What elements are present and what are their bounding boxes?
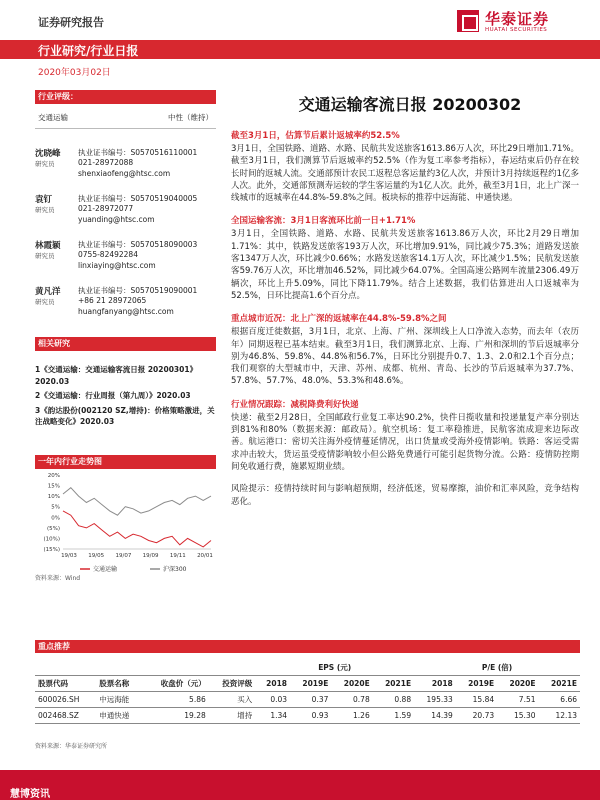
x-tick-label: 19/07: [115, 553, 132, 559]
column-header: 投资评级: [209, 676, 256, 692]
column-header: 2021E: [373, 676, 414, 692]
table-cell: 买入: [209, 692, 256, 708]
series-line-交通运输: [63, 511, 211, 547]
analyst-role: 研究员: [35, 298, 55, 306]
series-line-沪深300: [63, 488, 211, 516]
analyst-phone: 021-28972088: [78, 158, 134, 167]
analyst-phone: 0755-82492284: [78, 250, 138, 259]
chart-heading: 一年内行业走势图: [35, 455, 216, 469]
column-header: 2021E: [539, 676, 581, 692]
rating-heading: 行业评级：: [35, 90, 216, 104]
y-tick-label: (10%): [43, 536, 60, 543]
analyst-role: 研究员: [35, 252, 55, 260]
related-item[interactable]: 2《交通运输：行业周报（第九周）》2020.03: [35, 391, 191, 400]
analyst-email[interactable]: shenxiaofeng@htsc.com: [78, 169, 171, 178]
analyst-cert: 执业证书编号：S0570519090001: [78, 286, 198, 295]
table-cell: 15.84: [456, 692, 497, 708]
table-cell: 0.88: [373, 692, 414, 708]
footer-brand: 慧博资讯: [10, 789, 50, 800]
analyst-email[interactable]: yuanding@htsc.com: [78, 215, 155, 224]
risk-warning: 风险提示：疫情持续时间与影响超预期，经济低迷，贸易摩擦，油价和汇率风险，竞争结构恶化。: [231, 484, 579, 507]
analyst-name: 黄凡洋: [35, 287, 61, 297]
pe-header: P/E (倍): [481, 663, 513, 672]
table-source: 资料来源：华泰证券研究所: [35, 743, 108, 750]
y-tick-label: (5%): [46, 525, 60, 532]
industry-name: 交通运输: [38, 113, 68, 122]
table-cell: 15.30: [497, 708, 538, 724]
column-header: 2020E: [497, 676, 538, 692]
analyst-name: 沈晓峰: [35, 149, 61, 159]
analyst-name: 林霞颖: [35, 241, 61, 251]
column-header: 股票名称: [96, 676, 143, 692]
section-body: 3月1日，全国铁路、道路、水路、民航共发送旅客1613.86万人次，环比2月29日增加1.71%：其中，铁路发送旅客193万人次，环比增加9.91%，同比减少75.3%；道路发送旅客1347万人次，环比减少0.66%；水路发送旅客14.1万人次，环比减少1.5%；民航发送旅客59.76万人次，环比增加46.52%，同比减少64.07%。全国高速公路网车流量2306.49万辆次，环比上升5.09%，同比下降11.79%。结合上述数据，我们估算进出人口返城率为52.5%，日环比提高1.6个百分点。: [231, 229, 579, 301]
related-research: [35, 337, 216, 428]
y-tick-label: (15%): [43, 547, 60, 553]
analyst-card: [35, 193, 216, 239]
industry-rating: 中性（维持）: [168, 113, 213, 122]
related-item[interactable]: 3《韵达股份(002120 SZ,增持)：价格策略激进，关注战略变化》2020.03: [35, 405, 215, 426]
table-cell: 申通快递: [96, 708, 143, 724]
analyst-card: [35, 239, 216, 285]
company-logo: [457, 8, 575, 36]
report-type: 行业研究/行业日报: [38, 44, 139, 58]
legend-label: 沪深300: [163, 566, 187, 573]
table-cell: 中远海能: [96, 692, 143, 708]
y-tick-label: 10%: [47, 494, 60, 501]
column-header: 2018: [255, 676, 290, 692]
footer-bar: [0, 770, 600, 800]
sidebar: [35, 90, 216, 428]
report-type-band: [0, 40, 600, 59]
analyst-card: [35, 147, 216, 193]
x-tick-label: 19/09: [142, 553, 159, 559]
column-header: 2019E: [290, 676, 331, 692]
table-cell: 0.93: [290, 708, 331, 724]
table-cell: 5.86: [143, 692, 209, 708]
table-cell: 0.78: [331, 692, 372, 708]
table-row: [35, 692, 580, 708]
section-body: 根据百度迁徙数据，3月1日，北京、上海、广州、深圳线上人口净流入态势，而去年（农历年）同期返程已基本结束。截至3月1日，我们测算北京、上海、广州和深圳的节后返城率分别为46.8%、59.8%、44.8%和56.7%，日环比分别提升0.7、1.3、2.0和2.1个百分点；我们观察的大型城市中，天津、苏州、成都、杭州、青岛、长沙的节后返城率为37.7%、57.8%、57.7%、48.0%、53.3%和48.6%。: [231, 327, 579, 387]
analyst-card: [35, 285, 216, 331]
recommend-heading: 重点推荐: [35, 640, 580, 653]
analyst-cert: 执业证书编号：S0570518090003: [78, 240, 198, 249]
y-tick-label: 5%: [51, 504, 60, 511]
table-cell: 7.51: [497, 692, 538, 708]
analyst-cert: 执业证书编号：S0570519040005: [78, 194, 198, 203]
report-title: 交通运输客流日报 20200302: [298, 95, 522, 114]
analyst-email[interactable]: linxiaying@htsc.com: [78, 261, 156, 270]
analyst-phone: +86 21 28972065: [78, 296, 147, 305]
column-header: 收盘价（元）: [143, 676, 209, 692]
x-tick-label: 19/11: [169, 553, 186, 559]
chart-source: 资料来源：Wind: [35, 575, 81, 582]
table-cell: 0.03: [255, 692, 290, 708]
table-cell: 14.39: [414, 708, 456, 724]
logo-text-cn: 华泰证券: [485, 10, 550, 28]
section-heading: 行业情况跟踪：减税降费利好快递: [231, 399, 359, 410]
table-cell: 002468.SZ: [35, 708, 96, 724]
legend-label: 交通运输: [93, 566, 118, 573]
section-heading: 截至3月1日，估算节后累计返城率约52.5%: [231, 131, 400, 141]
table-cell: 600026.SH: [35, 692, 96, 708]
table-cell: 0.37: [290, 692, 331, 708]
logo-mark-icon: [457, 10, 479, 32]
table-cell: 195.33: [414, 692, 456, 708]
analyst-role: 研究员: [35, 206, 55, 214]
table-cell: 1.59: [373, 708, 414, 724]
x-tick-label: 19/05: [88, 553, 105, 559]
table-cell: 增持: [209, 708, 256, 724]
rating-row: [35, 112, 216, 123]
column-header: 2020E: [331, 676, 372, 692]
eps-header: EPS (元): [318, 663, 352, 672]
column-header: 股票代码: [35, 676, 96, 692]
section-heading: 全国运输客流：3月1日客流环比前一日+1.71%: [231, 216, 416, 227]
table-cell: 19.28: [143, 708, 209, 724]
section-body: 3月1日，全国铁路、道路、水路、民航共发送旅客1613.86万人次，环比29日增加1.71%。截至3月1日，我们测算节后返城率约52.5%（作为复工率参考指标），春运结束后仍存在较长时间的返城人流。交通部预计农民工返程总客运量约3亿人次，并预计3月持续返程约1亿多人次。此外，交通部预测寿运较的学生客运量约为1亿人次。此外，截至3月1日，北上广深一线城市的返城率在44.8%-59.8%之间。板块标的推荐中远海能、申通快递。: [231, 144, 579, 204]
analyst-cert: 执业证书编号：S0570516110001: [78, 148, 198, 157]
table-cell: 1.26: [331, 708, 372, 724]
section-body: 快递：截至2月28日，全国邮政行业复工率达90.2%，快件日揽收量和投递量复产率分别达到81%和80%（数据来源：邮政局）。航空机场：复工率稳推进，民航客流成迎来边际改善。航运港口：密切关注海外疫情蔓延情况，出口货量或受海外疫情影响。铁路：客运受需求冲击较大，货运虽受疫情影响较小但公路免费通行可能引起货物分流。公路：疫情防控期间免收通行费，施累短期业绩。: [231, 412, 579, 472]
table-cell: 12.13: [539, 708, 581, 724]
trend-chart-svg: [35, 471, 216, 585]
analyst-role: 研究员: [35, 160, 55, 168]
y-tick-label: 15%: [47, 483, 60, 490]
related-heading: 相关研究: [35, 337, 216, 351]
column-header: 2019E: [456, 676, 497, 692]
x-tick-label: 19/03: [61, 553, 77, 559]
trend-chart: [35, 455, 216, 585]
logo-text-en: HUATAI SECURITIES: [485, 27, 548, 33]
doc-type-label: 证券研究报告: [38, 16, 104, 29]
report-date: 2020年03月02日: [38, 68, 111, 78]
x-tick-label: 20/01: [197, 553, 213, 559]
section-heading: 重点城市近况：北上广深的返城率在44.8%-59.8%之间: [231, 314, 447, 325]
related-item[interactable]: 1《交通运输：交通运输客流日报 20200301》2020.03: [35, 365, 198, 386]
analyst-email[interactable]: huangfanyang@htsc.com: [78, 307, 174, 316]
recommend-table: [35, 660, 580, 724]
analyst-name: 袁钉: [35, 195, 53, 205]
table-row: [35, 708, 580, 724]
analyst-phone: 021-28972077: [78, 204, 134, 213]
table-cell: 6.66: [539, 692, 581, 708]
y-tick-label: 0%: [51, 515, 60, 522]
y-tick-label: 20%: [47, 473, 60, 479]
table-cell: 20.73: [456, 708, 497, 724]
column-header: 2018: [414, 676, 456, 692]
table-cell: 1.34: [255, 708, 290, 724]
main-content: [231, 92, 579, 508]
